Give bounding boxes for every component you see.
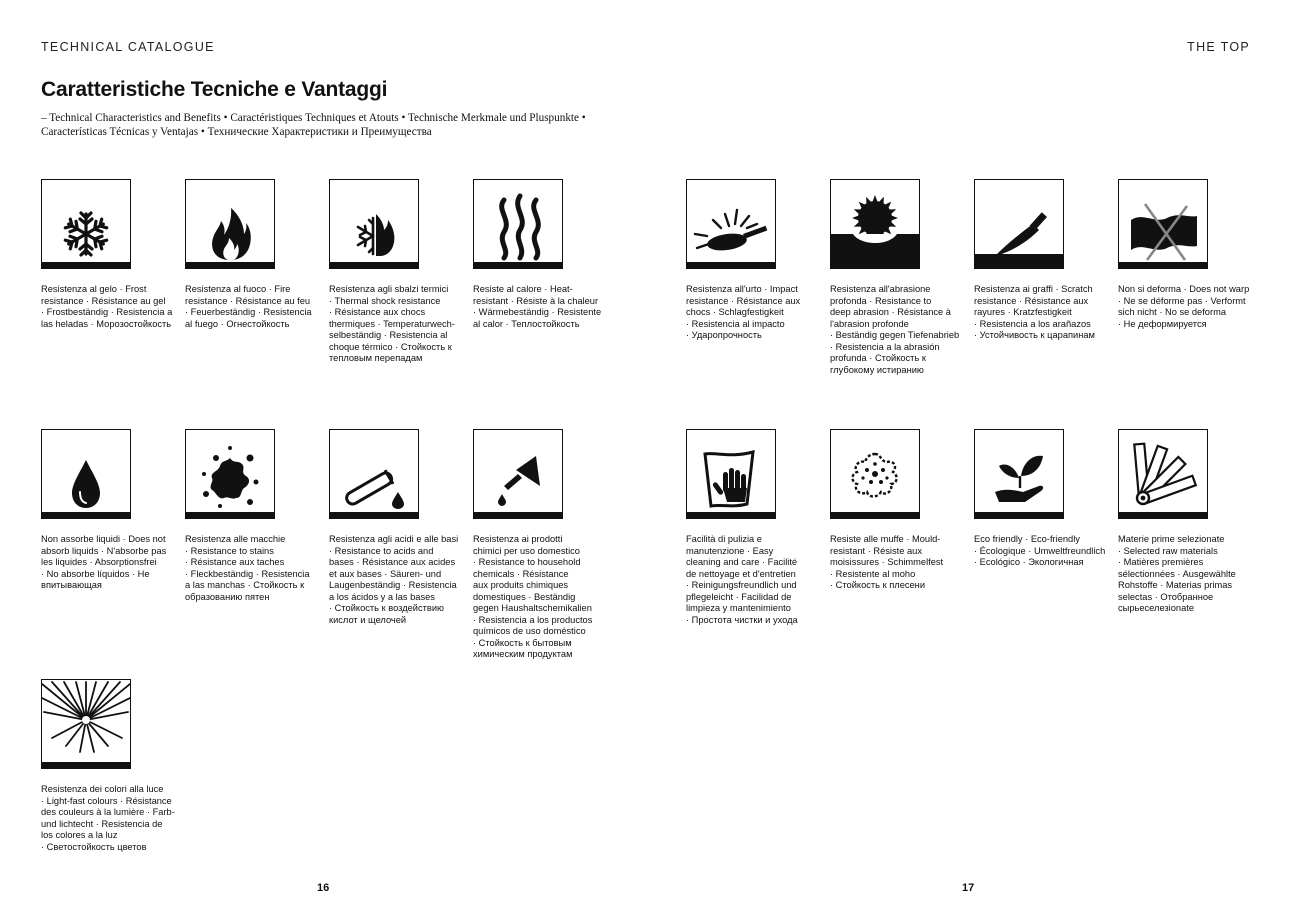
feature-caption: Resistenza al fuoco · Fire resistance · Résistance au feu · Feuerbeständig · Resistencia al fuego · Огнестойкость xyxy=(185,284,312,329)
feature-impact-resistance xyxy=(686,179,822,342)
feature-frost-resistance xyxy=(41,179,177,330)
page-title: Caratteristiche Tecniche e Vantaggi xyxy=(41,78,388,101)
water-drop-icon xyxy=(41,429,131,519)
impact-pan-icon xyxy=(686,179,776,269)
thermal-shock-icon xyxy=(329,179,419,269)
feature-caption: Resistenza al gelo · Frost resistance · Résistance au gel · Frostbeständig · Resistencia a las heladas · Морозостойкость xyxy=(41,284,173,329)
feature-caption: Resistenza agli sbalzi termici · Thermal shock resistance · Résistance aux chocs thermiques · Temperaturwech- selbeständig · Resistencia al choque térmico · Стойкость к тепловым перепадам xyxy=(329,284,455,363)
feature-eco-friendly xyxy=(974,429,1110,569)
feature-caption: Resiste al calore · Heat- resistant · Résiste à la chaleur · Wärmebeständig · Resistente al calor · Теплостойкость xyxy=(473,284,602,329)
feature-stain-resistance xyxy=(185,429,321,603)
catalogue-header-left: TECHNICAL CATALOGUE xyxy=(41,40,215,54)
feature-caption: Resiste alle muffe · Mould- resistant · Résiste aux moisissures · Schimmelfest · Resistente al moho · Стойкость к плесени xyxy=(830,534,944,590)
feature-caption: Resistenza dei colori alla luce · Light-fast colours · Résistance des couleurs à la lumière · Farb- und lichtecht · Resistencia de los colores a la luz · Светостойкость цветов xyxy=(41,784,175,852)
snowflake-icon xyxy=(41,179,131,269)
test-tube-icon xyxy=(329,429,419,519)
feature-scratch-resistance xyxy=(974,179,1110,342)
feature-acid-base-resistance xyxy=(329,429,465,626)
feature-household-chemicals xyxy=(473,429,609,661)
feature-caption: Resistenza ai graffi · Scratch resistance · Résistance aux rayures · Kratzfestigkeit · Resistencia a los arañazos · Устойчивость к царапинам xyxy=(974,284,1095,340)
feature-fire-resistance xyxy=(185,179,321,330)
feature-caption: Resistenza ai prodotti chimici per uso domestico · Resistance to household chemicals · Résistance aux produits chimiques domestiques · Beständig gegen Haushaltschemikalien · Resistencia a los productos químicos de uso doméstico · Стойкость к бытовым химическим продуктам xyxy=(473,534,593,659)
light-rays-icon xyxy=(41,679,131,769)
page-number-right: 17 xyxy=(962,882,975,894)
page-subtitle: – Technical Characteristics and Benefits • Caractéristiques Techniques et Atouts • Technische Merkmale und Pluspunkte • Características Técnicas y Ventajas • Технические Характеристики и Преимущества xyxy=(41,112,586,138)
leaf-hand-icon xyxy=(974,429,1064,519)
feature-light-fast-colours xyxy=(41,679,177,853)
feature-caption: Materie prime selezionate · Selected raw materials · Matières premières sélectionnées · Ausgewählte Rohstoffe · Materias primas selectas · Отобранное сырьеселезionate xyxy=(1118,534,1236,613)
feature-caption: Eco friendly · Eco-friendly · Écologique · Umweltfreundlich · Ecológico · Экологичная xyxy=(974,534,1106,567)
feature-easy-cleaning xyxy=(686,429,822,626)
feature-thermal-shock xyxy=(329,179,465,365)
page-number-left: 16 xyxy=(317,882,330,894)
abrasion-disc-icon xyxy=(830,179,920,269)
feature-selected-raw-materials xyxy=(1118,429,1254,615)
feature-does-not-warp xyxy=(1118,179,1254,330)
catalogue-header-right: THE TOP xyxy=(1187,40,1250,54)
feature-heat-resistant xyxy=(473,179,609,330)
feature-caption: Non si deforma · Does not warp · Ne se déforme pas · Verformt sich nicht · No se deforma · Не деформируется xyxy=(1118,284,1250,329)
cleaning-cloth-icon xyxy=(686,429,776,519)
color-swatch-fan-icon xyxy=(1118,429,1208,519)
feature-caption: Resistenza agli acidi e alle basi · Resistance to acids and bases · Résistance aux acides et aux bases · Säuren- und Laugenbeständig · Resistencia a los ácidos y a las bases · Стойкость к воздействию кислот и щелочей xyxy=(329,534,459,625)
stain-splash-icon xyxy=(185,429,275,519)
flame-icon xyxy=(185,179,275,269)
no-warp-icon xyxy=(1118,179,1208,269)
feature-mould-resistant xyxy=(830,429,966,592)
knife-icon xyxy=(974,179,1064,269)
mould-icon xyxy=(830,429,920,519)
feature-deep-abrasion xyxy=(830,179,966,376)
feature-caption: Non assorbe liquidi · Does not absorb liquids · N'absorbe pas les liquides · Absorptionsfrei · No absorbe líquidos · Не впитывающая xyxy=(41,534,167,590)
feature-caption: Facilità di pulizia e manutenzione · Easy cleaning and care · Facilité de nettoyage et d'entretien · Reinigungsfreundlich und pflegeleicht · Facilidad de limpieza y mantenimiento · Простота чистки и ухода xyxy=(686,534,798,625)
feature-caption: Resistenza all'urto · Impact resistance · Résistance aux chocs · Schlagfestigkeit · Resistencia al impacto · Ударопрочность xyxy=(686,284,801,340)
heat-waves-icon xyxy=(473,179,563,269)
feature-caption: Resistenza all'abrasione profonda · Resistance to deep abrasion · Résistance à l'abrasion profonde · Beständig gegen Tiefenabrieb · Resistencia a la abrasión profunda · Стойкость к глубокому истиранию xyxy=(830,284,960,375)
feature-caption: Resistenza alle macchie · Resistance to stains · Résistance aux taches · Fleckbeständig · Resistencia a las manchas · Стойкость к образованию пятен xyxy=(185,534,310,602)
funnel-drop-icon xyxy=(473,429,563,519)
feature-no-absorption xyxy=(41,429,177,592)
